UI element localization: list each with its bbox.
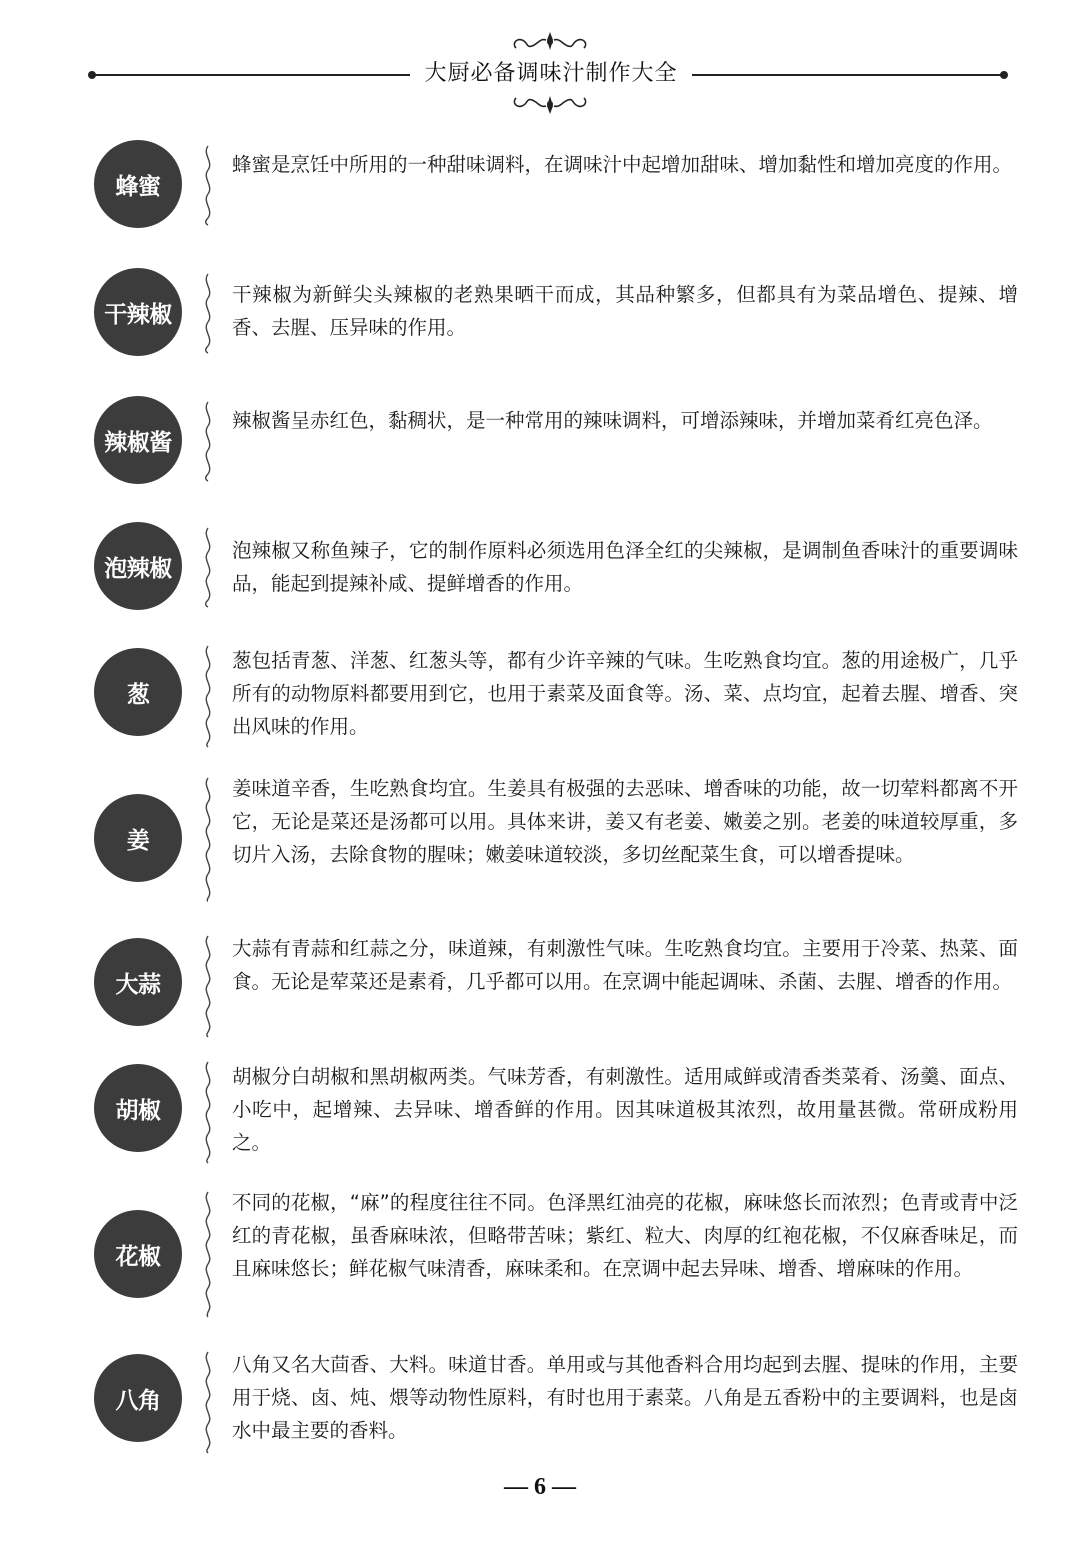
wavy-brace-icon: [198, 144, 218, 226]
seasoning-name-badge: 蜂蜜: [94, 140, 182, 228]
seasoning-name-badge: 葱: [94, 648, 182, 736]
seasoning-description: 泡辣椒又称鱼辣子，它的制作原料必须选用色泽全红的尖辣椒，是调制鱼香味汁的重要调味品，能起到提辣补咸、提鲜增香的作用。: [232, 539, 1018, 595]
page-number: — 6 —: [504, 1474, 576, 1500]
seasoning-description: 大蒜有青蒜和红蒜之分，味道辣，有刺激性气味。生吃熟食均宜。主要用于冷菜、热菜、面食。无论是荤菜还是素肴，几乎都可以用。在烹调中能起调味、杀菌、去腥、增香的作用。: [232, 937, 1018, 993]
seasoning-description: 姜味道辛香，生吃熟食均宜。生姜具有极强的去恶味、增香味的功能，故一切荤料都离不开它，无论是菜还是汤都可以用。具体来讲，姜又有老姜、嫩姜之别。老姜的味道较厚重，多切片入汤，去除食物的腥味；嫩姜味道较淡，多切丝配菜生食，可以增香提味。: [232, 777, 1018, 866]
wavy-brace-icon: [198, 1060, 218, 1164]
wavy-brace-icon: [198, 776, 218, 902]
wavy-brace-icon: [198, 526, 218, 608]
header-title: 大厨必备调味汁制作大全: [424, 61, 678, 86]
wavy-brace-icon: [198, 1190, 218, 1318]
seasoning-name-badge: 干辣椒: [94, 268, 182, 356]
seasoning-name-badge: 辣椒酱: [94, 396, 182, 484]
seasoning-description: 干辣椒为新鲜尖头辣椒的老熟果晒干而成，其品种繁多，但都具有为菜品增色、提辣、增香、去腥、压异味的作用。: [232, 283, 1018, 339]
seasoning-description: 辣椒酱呈赤红色，黏稠状，是一种常用的辣味调料，可增添辣味，并增加菜肴红亮色泽。: [232, 409, 993, 432]
seasoning-name-badge: 姜: [94, 794, 182, 882]
seasoning-description: 不同的花椒，“麻”的程度往往不同。色泽黑红油亮的花椒，麻味悠长而浓烈；色青或青中泛红的青花椒，虽香麻味浓，但略带苦味；紫红、粒大、肉厚的红袍花椒，不仅麻香味足，而且麻味悠长；鲜花椒气味清香，麻味柔和。在烹调中起去异味、增香、增麻味的作用。: [232, 1191, 1018, 1280]
wavy-brace-icon: [198, 644, 218, 748]
seasoning-name-badge: 大蒜: [94, 938, 182, 1026]
seasoning-name-badge: 花椒: [94, 1210, 182, 1298]
seasoning-name-badge: 八角: [94, 1354, 182, 1442]
seasoning-description: 葱包括青葱、洋葱、红葱头等，都有少许辛辣的气味。生吃熟食均宜。葱的用途极广，几乎所有的动物原料都要用到它，也用于素菜及面食等。汤、菜、点均宜，起着去腥、增香、突出风味的作用。: [232, 649, 1018, 738]
wavy-brace-icon: [198, 400, 218, 482]
seasoning-name-badge: 泡辣椒: [94, 522, 182, 610]
seasoning-description: 胡椒分白胡椒和黑胡椒两类。气味芳香，有刺激性。适用咸鲜或清香类菜肴、汤羹、面点、小吃中，起增辣、去异味、增香鲜的作用。因其味道极其浓烈，故用量甚微。常研成粉用之。: [232, 1065, 1018, 1154]
wavy-brace-icon: [198, 934, 218, 1038]
seasoning-description: 蜂蜜是烹饪中所用的一种甜味调料，在调味汁中起增加甜味、增加黏性和增加亮度的作用。: [232, 153, 1013, 176]
wavy-brace-icon: [198, 1350, 218, 1454]
seasoning-description: 八角又名大茴香、大料。味道甘香。单用或与其他香料合用均起到去腥、提味的作用，主要用于烧、卤、炖、煨等动物性原料，有时也用于素菜。八角是五香粉中的主要调料，也是卤水中最主要的香料。: [232, 1353, 1018, 1442]
seasoning-name-badge: 胡椒: [94, 1064, 182, 1152]
wavy-brace-icon: [198, 272, 218, 354]
